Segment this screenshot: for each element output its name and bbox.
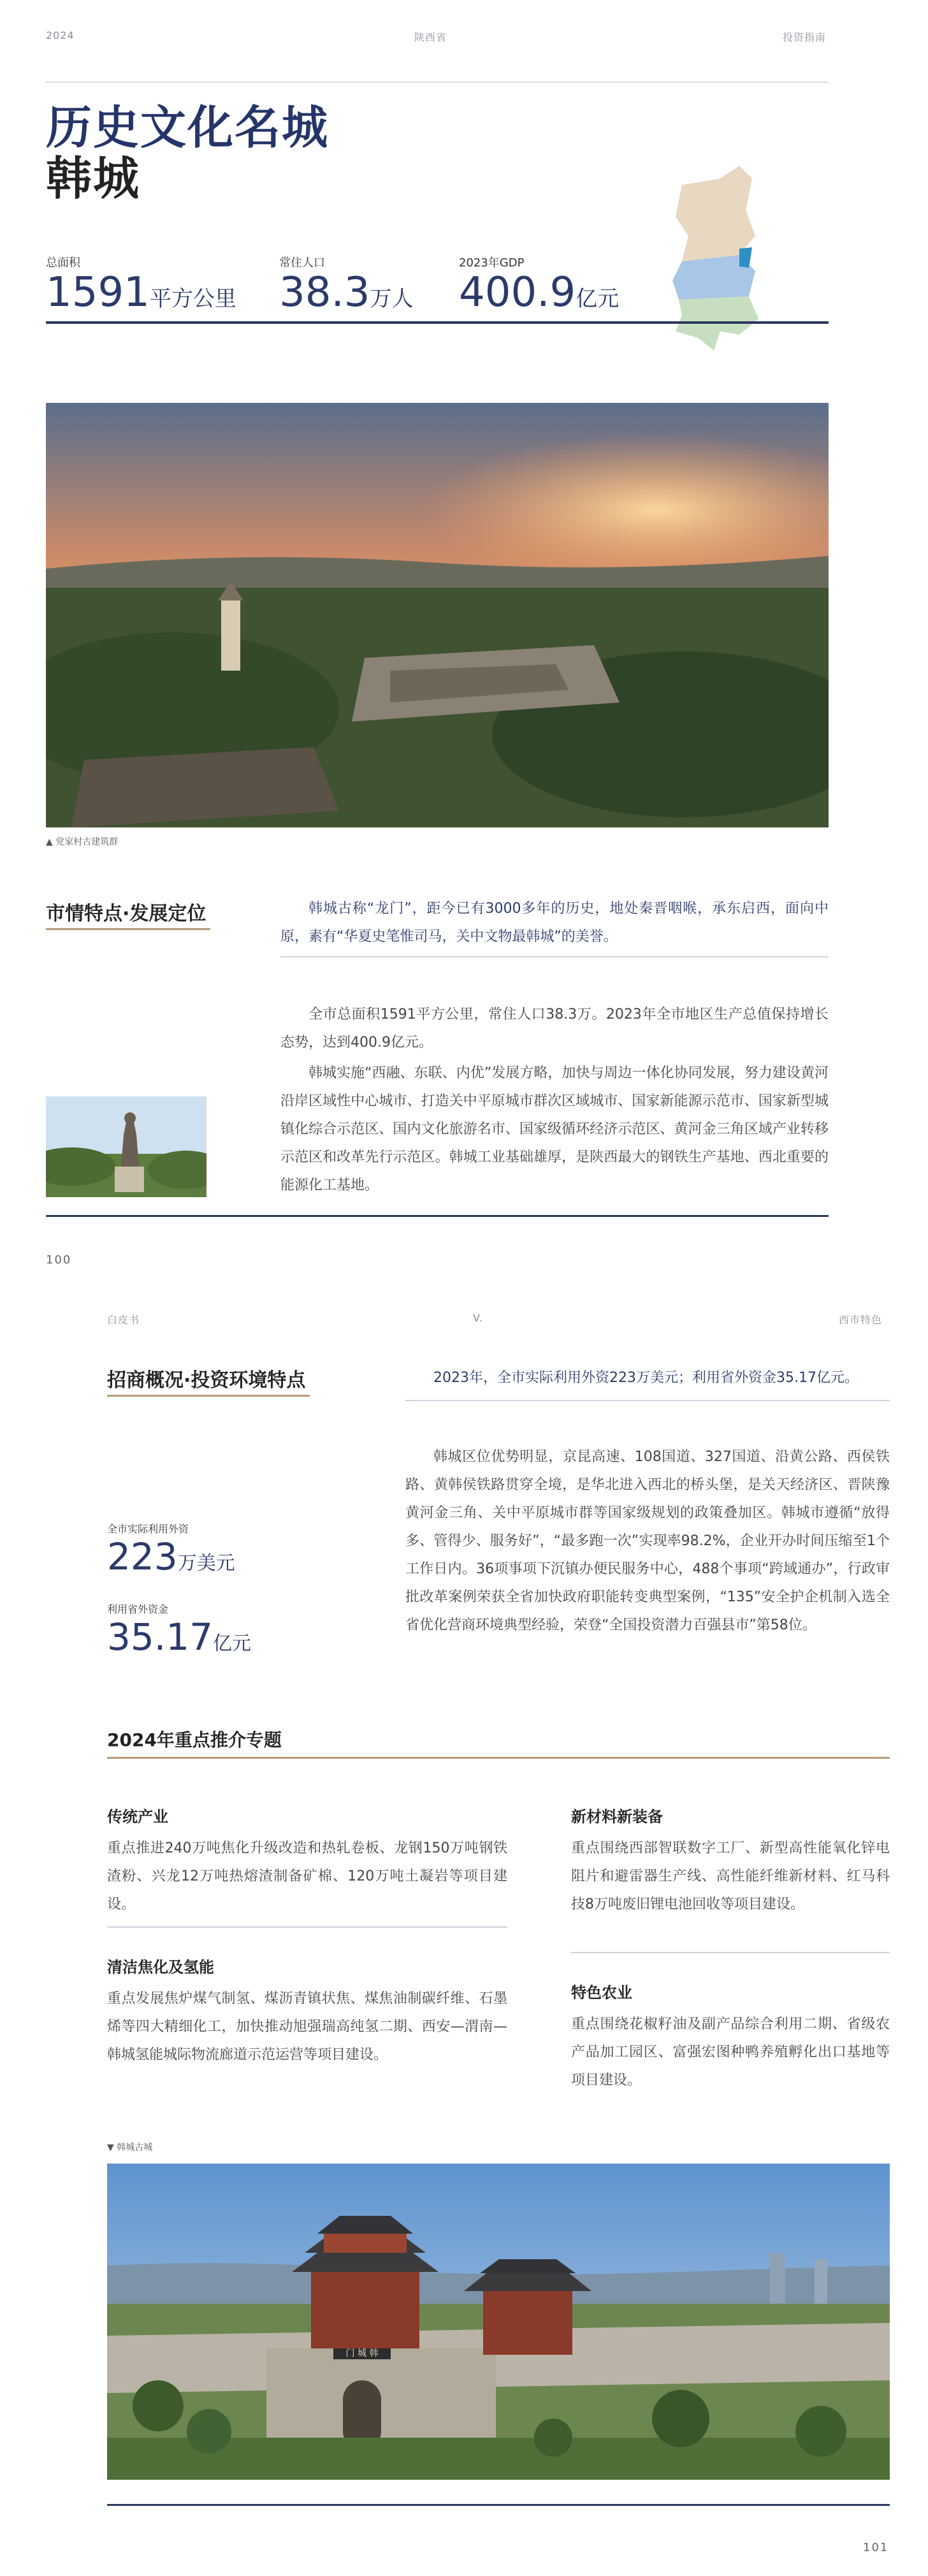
gate-sign-text: 门 城 韩 [345,2348,379,2359]
village-photo-caption [46,835,118,848]
page-number-101: 101 [863,2541,889,2554]
topic-hydrogen-title: 清洁焦化及氢能 [107,1958,214,1976]
stat-area-unit: 平方公里 [149,286,236,312]
stat-outside-value: 35.17 [107,1615,214,1659]
stat-outside-unit: 亿元 [213,1633,252,1655]
invest-underline [107,1395,310,1397]
stat-fdi [107,1535,235,1578]
section-underline [46,928,210,930]
header-year: 2024 [46,29,75,41]
village-photo [46,403,829,827]
triangle-up-icon: ▲ [46,837,53,847]
stat-fdi-label: 全市实际利用外资 [107,1523,189,1535]
header-whitepaper: 白皮书 [107,1314,140,1326]
topic-materials-text: 重点围绕西部智联数字工厂、新型高性能氧化锌电阻片和避雷器生产线、高性能纤维新材料、红马科技8万吨废旧锂电池回收等项目建设。 [571,1840,890,1912]
stat-fdi-value: 223 [107,1535,178,1578]
env-text: 韩城区位优势明显，京昆高速、108国道、327国道、沿黄公路、西侯铁路、黄韩侯铁路贯穿全境，是华北进入西北的桥头堡，是关天经济区、晋陕豫黄河金三角、关中平原城市群等国家级规划的政策叠加区。韩城市遵循“放得多、管得少、服务好”，“最多跑一次”实现率98.2%，企业开办时间压缩至1个工作日内。36项事项下沉镇办便民服务中心，488个事项“跨域通办”，行政审批改革案例荣获全省加快政府职能转变典型案例，“135”安全护企机制入选全省优化营商环境典型经验，荣登“全国投资潜力百强县市”第58位。 [405,1449,890,1633]
header-guide: 投资指南 [783,31,827,43]
para-overview: 全市总面积1591平方公里，常住人口38.3万。2023年全市地区生产总值保持增长态势，达到400.9亿元。 [280,1007,829,1051]
page-title-line1: 历史文化名城 [46,101,330,154]
stat-area [46,269,236,316]
header-rule [46,82,829,83]
stat-gdp-unit: 亿元 [576,286,620,312]
stats-rule [46,321,829,324]
topic-materials-title: 新材料新装备 [571,1808,663,1826]
section-title-invest: 招商概况·投资环境特点 [107,1369,306,1392]
stat-area-value: 1591 [46,269,150,316]
fdi-rule [405,1400,890,1401]
page-title-line2: 韩城 [46,152,141,205]
gate-photo-caption [107,2141,152,2153]
stat-outside-label: 利用省外资金 [107,1603,169,1615]
header-province: 陕西省 [414,31,447,43]
topic-hydrogen-text: 重点发展焦炉煤气制氢、煤沥青镇状焦、煤焦油制碳纤维、石墨烯等四大精细化工，加快推动旭强瑞高纯氢二期、西安—渭南—韩城氢能城际物流廊道示范运营等项目建设。 [107,1991,507,2063]
header-feature: 西市特色 [839,1314,883,1326]
topic-agri-title: 特色农业 [571,1984,632,2002]
stat-area-label: 总面积 [46,256,80,270]
para-strategy: 韩城实施“西融、东联、内优”发展方略，加快与周边一体化协同发展，努力建设黄河沿岸区域性中心城市、打造关中平原城市群次区域城市、国家新能源示范市、国家新型城镇化综合示范区、国内文化旅游名市、国家级循环经济示范区、黄河金三角区域产业转移示范区和改革先行示范区。韩城工业基础雄厚，是陕西最大的钢铁生产基地、西北重要的能源化工基地。 [280,1065,829,1193]
page1-bottom-rule [46,1215,829,1217]
topics-title: 2024年重点推介专题 [107,1729,282,1750]
topic-materials-rule [571,1952,890,1953]
topic-traditional-text: 重点推进240万吨焦化升级改造和热轧卷板、龙钢150万吨钢铁渣粉、兴龙12万吨热熔渣制备矿棉、120万吨土凝岩等项目建设。 [107,1840,507,1912]
intro-text: 韩城古称“龙门”，距今已有3000多年的历史，地处秦晋咽喉，承东启西，面向中原，素有“华夏史笔惟司马，关中文物最韩城”的美誉。 [280,901,829,945]
triangle-down-icon: ▼ [107,2143,114,2153]
stat-gdp [459,269,619,316]
city-gate-photo [107,2164,890,2480]
stat-pop-unit: 万人 [370,286,414,312]
topic-traditional-title: 传统产业 [107,1808,168,1826]
fdi-line: 2023年，全市实际利用外资223万美元；利用省外资金35.17亿元。 [433,1370,859,1386]
stat-pop [279,269,414,316]
gate-photo-caption-text: 韩城古城 [117,2143,153,2153]
stat-pop-value: 38.3 [279,269,370,316]
page-number-100: 100 [46,1253,72,1267]
stat-fdi-unit: 万美元 [177,1552,235,1575]
topics-rule [107,1757,890,1759]
page2-bottom-rule [107,2504,890,2506]
statue-photo [46,1096,207,1197]
header-chapter: V. [473,1312,483,1324]
stat-gdp-value: 400.9 [459,269,576,316]
village-photo-caption-text: 党家村古建筑群 [55,837,119,847]
section-title-market: 市情特点·发展定位 [46,903,207,925]
topic-traditional-rule [107,1926,507,1928]
stat-outside [107,1615,251,1659]
topic-agri-text: 重点围绕花椒籽油及副产品综合利用二期、省级农产品加工园区、富强宏图种鸭养殖孵化出口基地等项目建设。 [571,2016,890,2088]
stat-pop-label: 常住人口 [279,256,325,270]
stat-gdp-label: 2023年GDP [459,256,525,270]
intro-rule [280,956,829,957]
